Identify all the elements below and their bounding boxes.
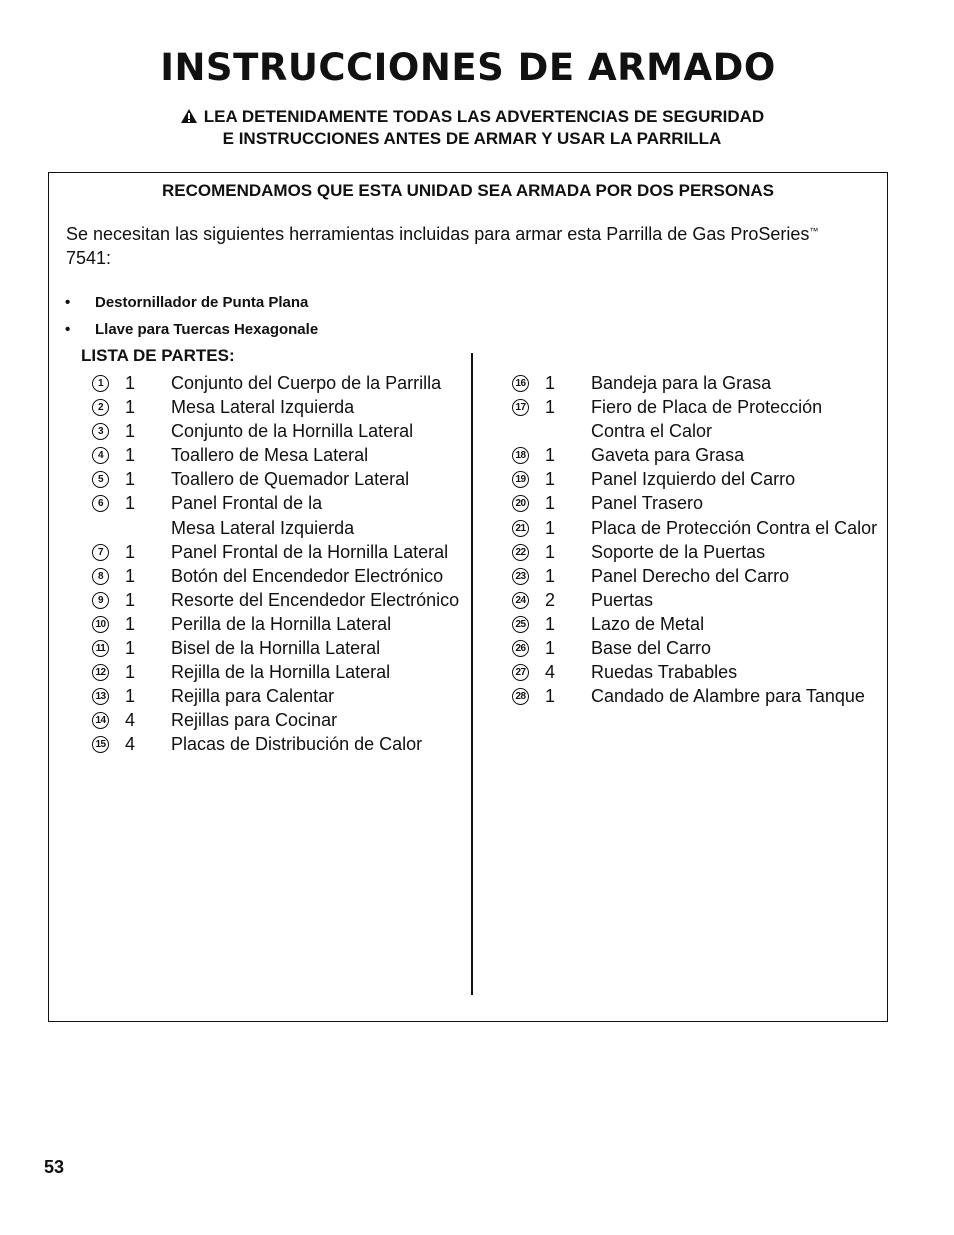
- part-number-badge: 5: [92, 471, 109, 488]
- part-quantity: 1: [125, 565, 136, 586]
- part-item: [92, 636, 459, 660]
- part-quantity: 1: [545, 493, 556, 514]
- part-name: Soporte de la Puertas: [591, 541, 766, 562]
- part-item: [92, 540, 459, 564]
- page-number: 53: [44, 1157, 65, 1177]
- part-number-badge: 20: [512, 495, 529, 512]
- part-name: Lazo de Metal: [591, 613, 705, 634]
- page-title: INSTRUCCIONES DE ARMADO: [160, 46, 776, 89]
- part-quantity: 1: [125, 373, 136, 393]
- part-number-badge: 16: [512, 375, 529, 392]
- part-number-badge: 19: [512, 471, 529, 488]
- part-quantity: 1: [125, 541, 136, 562]
- part-quantity: 1: [545, 638, 556, 659]
- part-quantity: 1: [125, 493, 136, 514]
- part-number-badge: 14: [92, 712, 109, 729]
- tool-item: [65, 294, 318, 321]
- part-name: Toallero de Mesa Lateral: [171, 445, 369, 466]
- part-quantity: 1: [545, 397, 556, 418]
- part-item: [512, 467, 877, 491]
- part-quantity: 1: [125, 638, 136, 659]
- part-name: Conjunto del Cuerpo de la Parrilla: [171, 373, 442, 393]
- part-item: [92, 660, 459, 684]
- parts-list-left: [92, 371, 459, 757]
- part-name: Bisel de la Hornilla Lateral: [171, 638, 381, 659]
- tool-item: [65, 321, 318, 348]
- part-name: Bandeja para la Grasa: [591, 373, 772, 393]
- part-quantity: 2: [545, 589, 556, 610]
- part-name: Resorte del Encendedor Electrónico: [171, 589, 460, 610]
- parts-list-heading: LISTA DE PARTES:: [81, 346, 235, 365]
- part-quantity: 1: [545, 517, 556, 538]
- part-number-badge: 4: [92, 447, 109, 464]
- part-item: [512, 612, 877, 636]
- part-number-badge: 18: [512, 447, 529, 464]
- part-item: [512, 491, 877, 515]
- part-number-badge: 21: [512, 520, 529, 537]
- part-number-badge: 24: [512, 592, 529, 609]
- part-number-badge: 13: [92, 688, 109, 705]
- part-number-badge: 9: [92, 592, 109, 609]
- part-number-badge: 6: [92, 495, 109, 512]
- part-item: [92, 732, 459, 756]
- column-divider: [471, 353, 473, 995]
- part-item: [512, 371, 877, 395]
- part-name: Panel Izquierdo del Carro: [591, 469, 796, 490]
- trademark-symbol: ™: [809, 226, 819, 236]
- part-item: [92, 491, 459, 539]
- part-name: Botón del Encendedor Electrónico: [171, 565, 444, 586]
- part-item: [92, 419, 459, 443]
- part-name: Placa de Protección Contra el Calor: [591, 517, 878, 538]
- part-name: Puertas: [591, 589, 654, 610]
- part-quantity: 1: [545, 469, 556, 490]
- part-quantity: 1: [125, 397, 136, 418]
- part-item: [92, 564, 459, 588]
- part-item: [512, 443, 877, 467]
- part-quantity: 1: [545, 373, 556, 393]
- part-name: Mesa Lateral Izquierda: [171, 517, 355, 538]
- part-number-badge: 22: [512, 544, 529, 561]
- part-item: [512, 395, 877, 443]
- part-quantity: 1: [545, 445, 556, 466]
- part-item: [512, 516, 877, 540]
- part-name: Placas de Distribución de Calor: [171, 734, 423, 755]
- bullet-icon: •: [65, 321, 71, 338]
- safety-warning: [0, 106, 944, 150]
- part-item: [512, 660, 877, 684]
- recommendation: RECOMENDAMOS QUE ESTA UNIDAD SEA ARMADA POR DOS PERSONAS: [161, 181, 775, 200]
- part-item: [92, 443, 459, 467]
- part-quantity: 1: [125, 421, 136, 442]
- part-item: [512, 684, 877, 708]
- part-item: [92, 588, 459, 612]
- part-number-badge: 11: [92, 640, 109, 657]
- part-number-badge: 25: [512, 616, 529, 633]
- part-name: Rejilla para Calentar: [171, 686, 335, 707]
- part-name: Panel Trasero: [591, 493, 704, 514]
- part-number-badge: 3: [92, 423, 109, 440]
- parts-list-right: [512, 371, 877, 708]
- part-quantity: 1: [125, 686, 136, 707]
- part-number-badge: 17: [512, 399, 529, 416]
- part-name: Ruedas Trabables: [591, 662, 738, 683]
- part-number-badge: 26: [512, 640, 529, 657]
- part-name: Base del Carro: [591, 638, 712, 659]
- part-name: Panel Derecho del Carro: [591, 565, 790, 586]
- part-item: [512, 564, 877, 588]
- part-name: Candado de Alambre para Tanque: [591, 686, 865, 707]
- instructions-box: [48, 172, 888, 1022]
- tool-label: Destornillador de Punta Plana: [95, 294, 309, 311]
- part-name: Contra el Calor: [591, 421, 713, 442]
- part-name: Fiero de Placa de Protección: [591, 397, 823, 418]
- part-quantity: 1: [545, 565, 556, 586]
- part-item: [92, 612, 459, 636]
- warning-line-1: LEA DETENIDAMENTE TODAS LAS ADVERTENCIAS DE SEGURIDAD: [203, 107, 765, 126]
- part-item: [92, 684, 459, 708]
- warning-icon: [180, 108, 198, 124]
- part-name: Gaveta para Grasa: [591, 445, 745, 466]
- part-quantity: 1: [545, 541, 556, 562]
- part-name: Conjunto de la Hornilla Lateral: [171, 421, 414, 442]
- warning-line-2: E INSTRUCCIONES ANTES DE ARMAR Y USAR LA PARRILLA: [222, 129, 722, 148]
- part-item: [512, 636, 877, 660]
- part-quantity: 4: [125, 710, 136, 731]
- part-number-badge: 15: [92, 736, 109, 753]
- part-quantity: 1: [125, 445, 136, 466]
- part-number-badge: 27: [512, 664, 529, 681]
- part-number-badge: 12: [92, 664, 109, 681]
- part-quantity: 1: [545, 686, 556, 707]
- part-quantity: 1: [125, 613, 136, 634]
- part-number-badge: 8: [92, 568, 109, 585]
- part-quantity: 1: [125, 589, 136, 610]
- part-item: [512, 540, 877, 564]
- part-name: Panel Frontal de la: [171, 493, 323, 514]
- part-number-badge: 1: [92, 375, 109, 392]
- part-name: Toallero de Quemador Lateral: [171, 469, 410, 490]
- part-quantity: 4: [125, 734, 136, 755]
- part-name: Mesa Lateral Izquierda: [171, 397, 355, 418]
- part-quantity: 1: [125, 469, 136, 490]
- part-quantity: 1: [125, 662, 136, 683]
- part-number-badge: 2: [92, 399, 109, 416]
- part-number-badge: 10: [92, 616, 109, 633]
- part-item: [512, 588, 877, 612]
- part-item: [92, 395, 459, 419]
- model-number: 7541:: [66, 248, 112, 268]
- tools-list: [65, 294, 318, 348]
- part-quantity: 1: [545, 613, 556, 634]
- bullet-icon: •: [65, 294, 71, 311]
- intro-text: Se necesitan las siguientes herramientas incluidas para armar esta Parrilla de Gas ProSeries: [66, 224, 810, 244]
- part-item: [92, 371, 459, 395]
- part-quantity: 4: [545, 662, 556, 683]
- part-name: Rejillas para Cocinar: [171, 710, 338, 731]
- part-number-badge: 23: [512, 568, 529, 585]
- part-item: [92, 708, 459, 732]
- part-name: Panel Frontal de la Hornilla Lateral: [171, 541, 449, 562]
- tools-intro: [66, 219, 866, 270]
- part-name: Perilla de la Hornilla Lateral: [171, 613, 392, 634]
- part-item: [92, 467, 459, 491]
- part-number-badge: 7: [92, 544, 109, 561]
- tool-label: Llave para Tuercas Hexagonale: [95, 321, 319, 338]
- part-number-badge: 28: [512, 688, 529, 705]
- part-name: Rejilla de la Hornilla Lateral: [171, 662, 391, 683]
